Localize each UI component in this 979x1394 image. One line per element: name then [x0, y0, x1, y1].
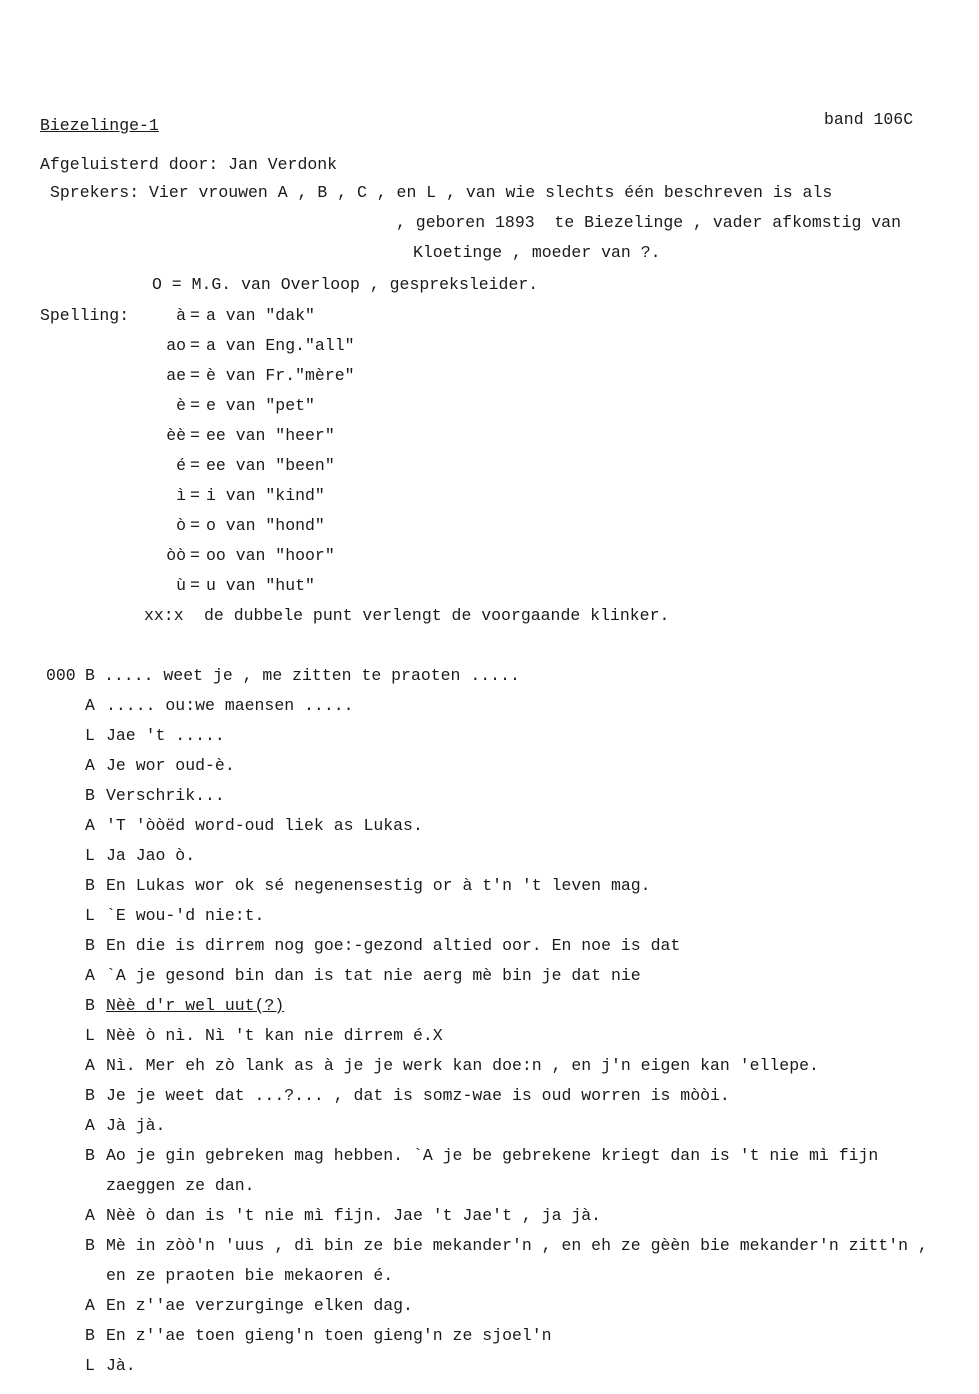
transcript-line [0, 966, 979, 986]
transcript-line [0, 1206, 979, 1226]
utterance-text: Jae 't ..... [106, 726, 225, 745]
speaker-label: A [85, 756, 95, 775]
transcript-line [0, 1326, 979, 1346]
transcript-line [0, 996, 979, 1016]
speaker-label: L [85, 906, 95, 925]
transcript-line [0, 816, 979, 836]
speaker-label: B [85, 1236, 95, 1255]
spelling-label: Spelling: [40, 306, 130, 325]
utterance-text: En z''ae verzurginge elken dag. [106, 1296, 413, 1315]
speaker-label: A [85, 1116, 95, 1135]
spelling-row [0, 576, 979, 596]
speaker-label: L [85, 1356, 95, 1375]
spelling-equals: = [190, 576, 200, 595]
document-title: Biezelinge-1 [40, 116, 159, 135]
spelling-definition: oo van "hoor" [206, 546, 335, 565]
spelling-equals: = [190, 516, 200, 535]
conversation-leader: O = M.G. van Overloop , gespreksleider. [152, 275, 539, 294]
transcript-line [0, 786, 979, 806]
spelling-row [0, 336, 979, 356]
spelling-definition: a van "dak" [206, 306, 315, 325]
transcript-line [0, 1116, 979, 1136]
transcript-line [0, 1356, 979, 1376]
listened-name: Jan Verdonk [228, 155, 338, 174]
spelling-equals: = [190, 306, 200, 325]
speaker-label: B [85, 786, 95, 805]
listened-label: Afgeluisterd door: [40, 155, 219, 174]
spelling-equals: = [190, 336, 200, 355]
band-number: band 106C [824, 110, 914, 129]
spelling-definition: e van "pet" [206, 396, 315, 415]
transcript-line [0, 756, 979, 776]
spelling-code: ae [166, 366, 186, 385]
spelling-definition: ee van "been" [206, 456, 335, 475]
transcript-line [0, 726, 979, 746]
spelling-equals: = [190, 426, 200, 445]
spelling-definition: i van "kind" [206, 486, 325, 505]
tape-counter: 000 [46, 666, 76, 685]
spelling-row [0, 516, 979, 536]
utterance-text: Je wor oud-è. [106, 756, 235, 775]
transcript-line [0, 1296, 979, 1316]
utterance-text: Nèè ò nì. Nì 't kan nie dirrem é.X [106, 1026, 443, 1045]
spelling-code: è [176, 396, 186, 415]
speaker-label: B [85, 936, 95, 955]
speaker-label: A [85, 1296, 95, 1315]
spelling-definition: ee van "heer" [206, 426, 335, 445]
spelling-definition: o van "hond" [206, 516, 325, 535]
speaker-label: A [85, 1056, 95, 1075]
spelling-equals: = [190, 366, 200, 385]
speaker-label: A [85, 816, 95, 835]
spelling-equals: = [190, 486, 200, 505]
speakers-line-1: Sprekers: Vier vrouwen A , B , C , en L , van wie slechts één beschreven is als [50, 183, 833, 202]
utterance-text: 'T 'òòëd word-oud liek as Lukas. [106, 816, 423, 835]
speakers-line-2: , geboren 1893 te Biezelinge , vader afkomstig van [396, 213, 901, 232]
transcript-line [0, 1086, 979, 1106]
utterance-text: `A je gesond bin dan is tat nie aerg mè bin je dat nie [106, 966, 641, 985]
spelling-equals: = [190, 546, 200, 565]
spelling-code: é [176, 456, 186, 475]
speaker-label: B [85, 876, 95, 895]
spelling-row [0, 606, 979, 626]
transcript-line [0, 846, 979, 866]
spelling-code: ao [166, 336, 186, 355]
speaker-label: B [85, 996, 95, 1015]
speaker-label: A [85, 696, 95, 715]
transcript-line [0, 876, 979, 896]
spelling-row [0, 366, 979, 386]
utterance-text: Je je weet dat ...?... , dat is somz-wae is oud worren is mòòi. [106, 1086, 730, 1105]
spelling-row [0, 486, 979, 506]
speaker-label: B [85, 1326, 95, 1345]
listened-by [40, 155, 337, 175]
utterance-text: Nèè ò dan is 't nie mì fijn. Jae 't Jae't , ja jà. [106, 1206, 602, 1225]
speaker-label: B [85, 1146, 95, 1165]
spelling-code: à [176, 306, 186, 325]
spelling-row [0, 456, 979, 476]
transcript-line [0, 1056, 979, 1076]
utterance-text: en ze praoten bie mekaoren é. [106, 1266, 394, 1285]
spelling-definition: a van Eng."all" [206, 336, 355, 355]
utterance-text: Nì. Mer eh zò lank as à je je werk kan doe:n , en j'n eigen kan 'ellepe. [106, 1056, 819, 1075]
utterance-text: ..... ou:we maensen ..... [106, 696, 354, 715]
utterance-text: Ja Jao ò. [106, 846, 196, 865]
speaker-label: B [85, 666, 95, 685]
spelling-code: èè [166, 426, 186, 445]
spelling-code: ì [176, 486, 186, 505]
spelling-equals: = [190, 396, 200, 415]
speaker-label: A [85, 966, 95, 985]
transcript-line [0, 1026, 979, 1046]
utterance-text: Nèè d'r wel uut(?) [106, 996, 285, 1015]
spelling-code: ù [176, 576, 186, 595]
utterance-text: ..... weet je , me zitten te praoten ..... [104, 666, 520, 685]
speaker-label: L [85, 846, 95, 865]
spelling-row [0, 426, 979, 446]
transcript-line [0, 1266, 979, 1286]
utterance-text: Jà jà. [106, 1116, 166, 1135]
spelling-row [0, 546, 979, 566]
utterance-text: En die is dirrem nog goe:-gezond altied oor. En noe is dat [106, 936, 681, 955]
speaker-label: B [85, 1086, 95, 1105]
transcript-line [0, 696, 979, 716]
spelling-definition: u van "hut" [206, 576, 315, 595]
speaker-label: L [85, 1026, 95, 1045]
spelling-definition: de dubbele punt verlengt de voorgaande klinker. [204, 606, 670, 625]
utterance-text: Jà. [106, 1356, 136, 1375]
utterance-text: zaeggen ze dan. [106, 1176, 255, 1195]
transcript-line [0, 906, 979, 926]
spelling-definition: è van Fr."mère" [206, 366, 355, 385]
spelling-code: xx:x [144, 606, 184, 625]
transcript-line [0, 666, 979, 686]
speakers-line-3: Kloetinge , moeder van ?. [413, 243, 661, 262]
transcript-line [0, 1236, 979, 1256]
transcript-line [0, 936, 979, 956]
utterance-text: En Lukas wor ok sé negenensestig or à t'n 't leven mag. [106, 876, 651, 895]
spelling-row [0, 396, 979, 416]
spelling-row [0, 306, 979, 326]
utterance-text: Mè in zòò'n 'uus , dì bin ze bie mekander'n , en eh ze gèèn bie mekander'n zitt'n , [106, 1236, 928, 1255]
utterance-text: Verschrik... [106, 786, 225, 805]
transcript-line [0, 1146, 979, 1166]
transcript-line [0, 1176, 979, 1196]
spelling-equals: = [190, 456, 200, 475]
utterance-text: Ao je gin gebreken mag hebben. `A je be gebrekene kriegt dan is 't nie mì fijn [106, 1146, 879, 1165]
spelling-code: ò [176, 516, 186, 535]
speaker-label: A [85, 1206, 95, 1225]
utterance-text: `E wou-'d nie:t. [106, 906, 265, 925]
speaker-label: L [85, 726, 95, 745]
spelling-code: òò [166, 546, 186, 565]
utterance-text: En z''ae toen gieng'n toen gieng'n ze sjoel'n [106, 1326, 552, 1345]
